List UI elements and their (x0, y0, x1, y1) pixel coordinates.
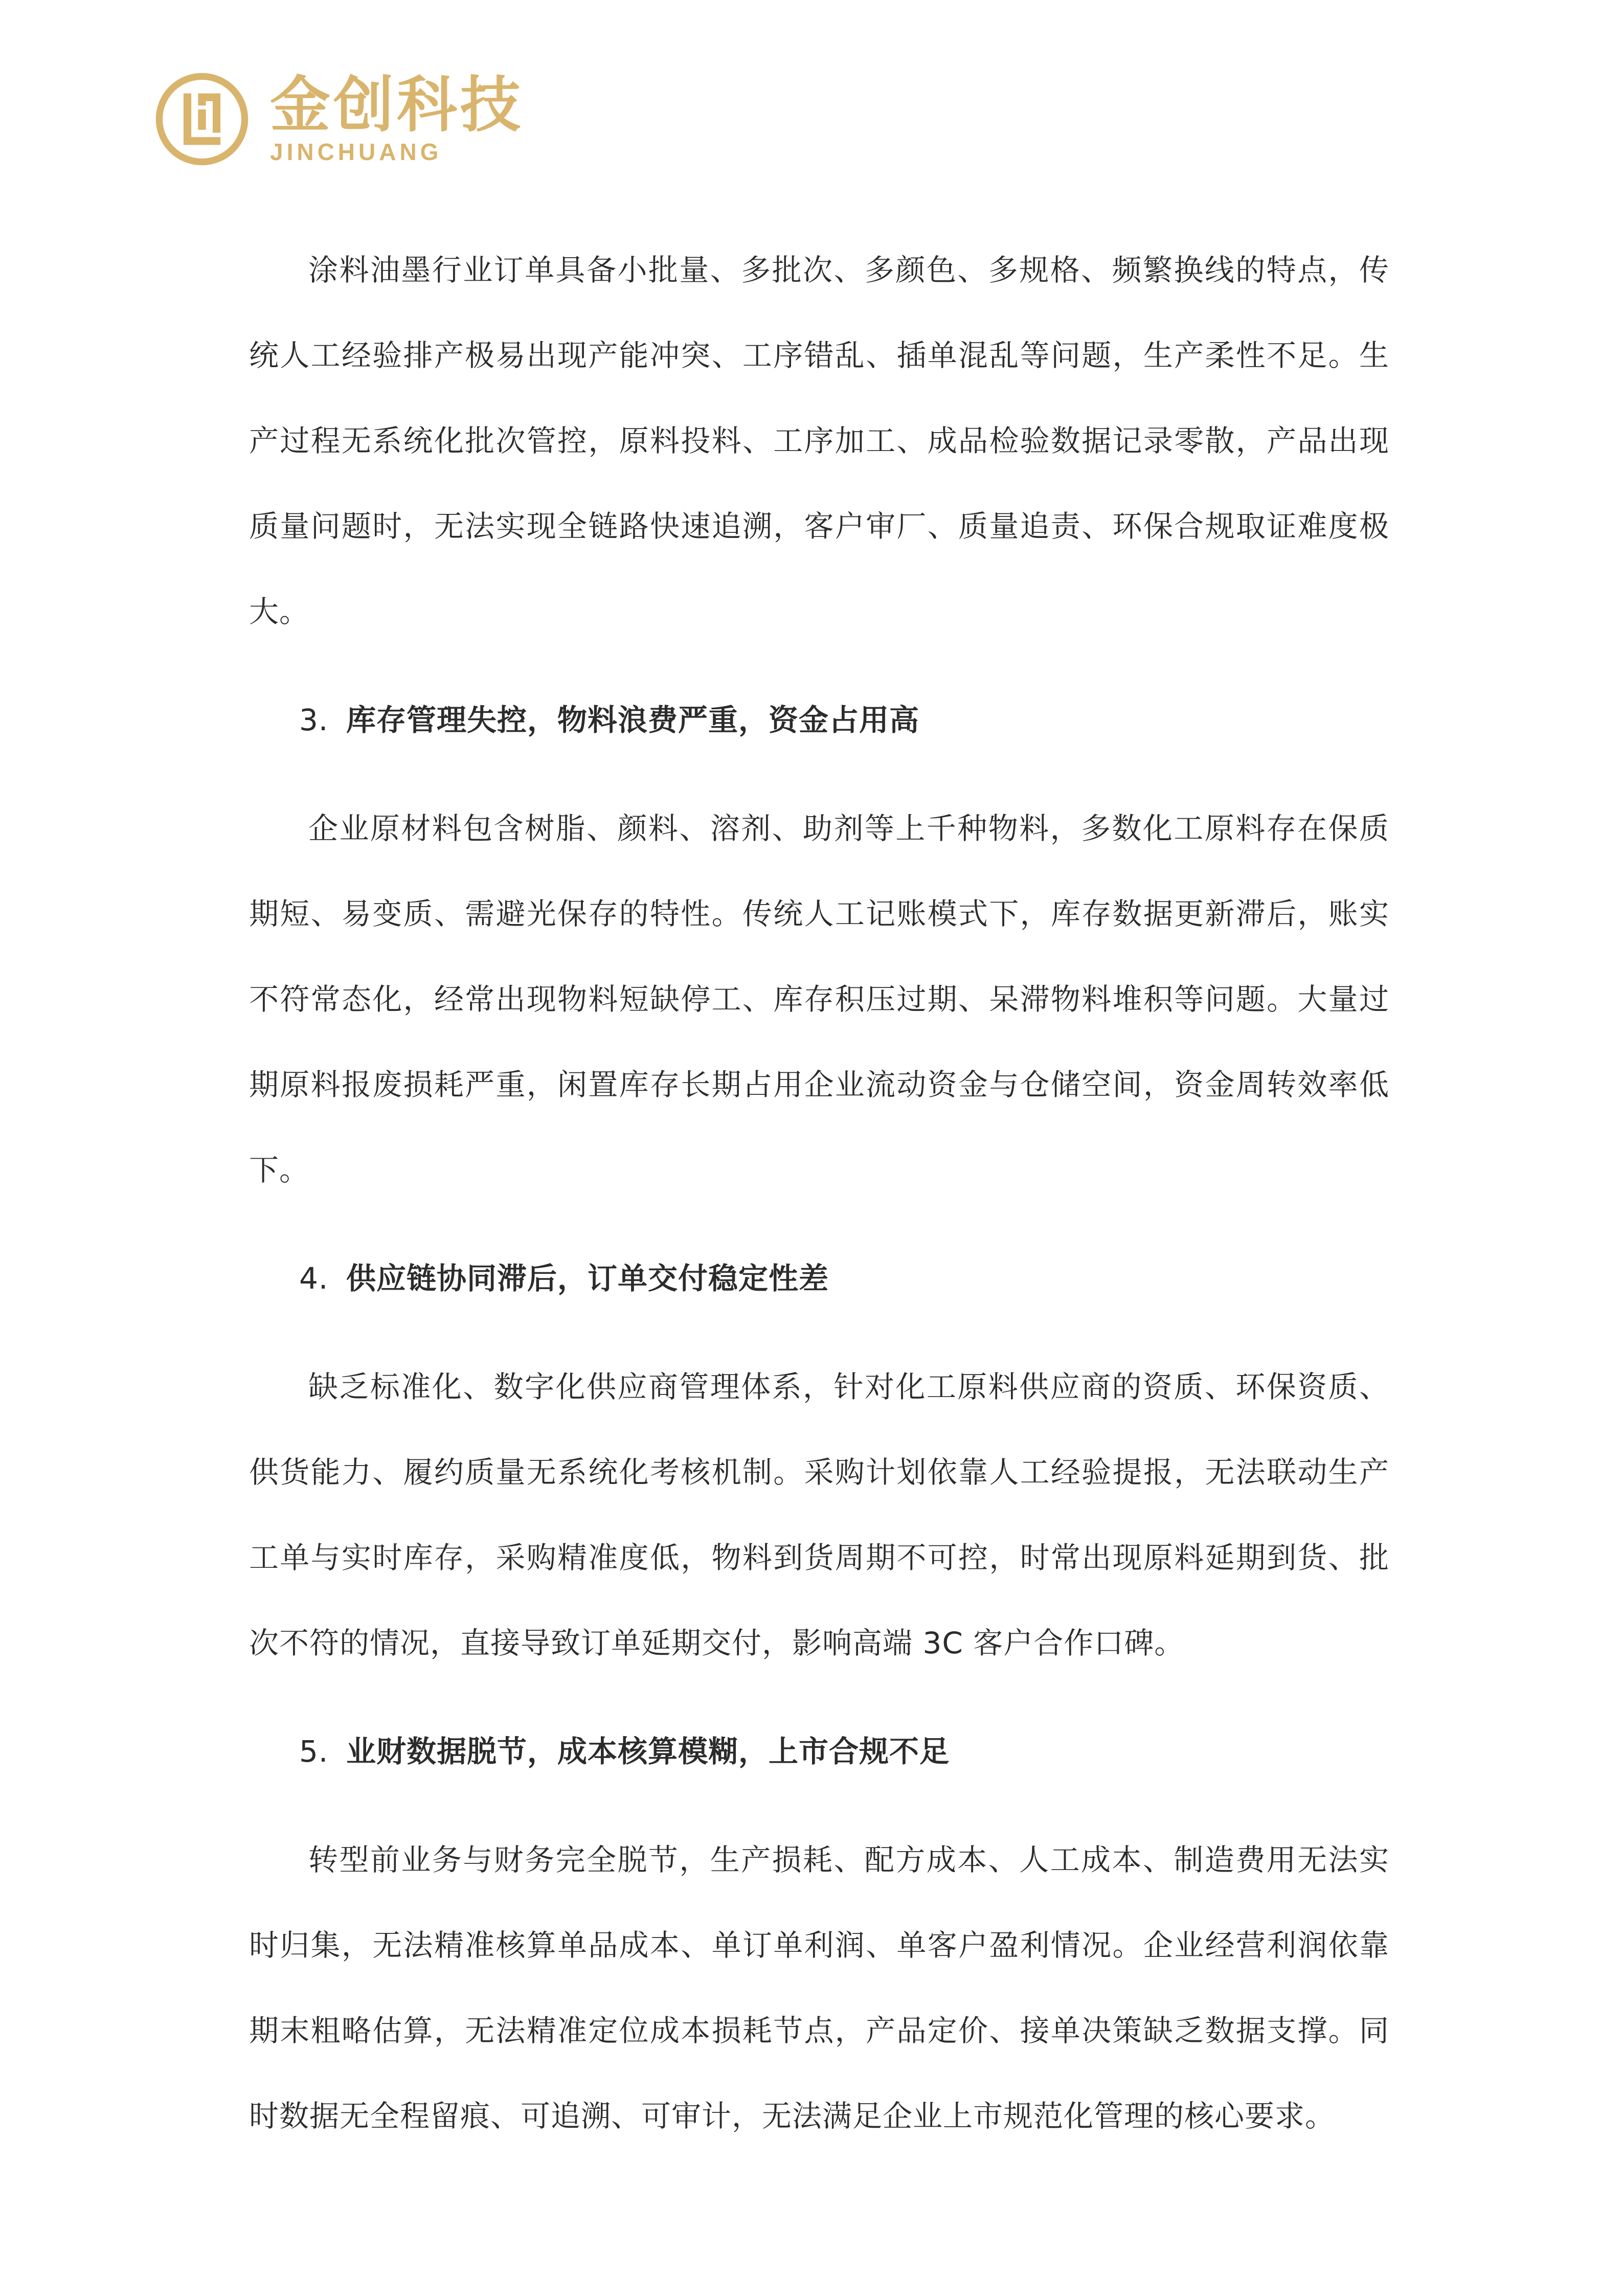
section-number: 4. (299, 1261, 329, 1296)
jinchuang-logo-icon (153, 71, 251, 168)
section-paragraph-5: 转型前业务与财务完全脱节，生产损耗、配方成本、人工成本、制造费用无法实时归集，无法精准核算单品成本、单订单利润、单客户盈利情况。企业经营利润依靠期末粗略估算，无法精准定位成本损耗节点，产品定价、接单决策缺乏数据支撑。同时数据无全程留痕、可追溯、可审计，无法满足企业上市规范化管理的核心要求。 (249, 1842, 1389, 2133)
section-heading-3 (249, 678, 1389, 763)
section-paragraph-3: 企业原材料包含树脂、颜料、溶剂、助剂等上千种物料，多数化工原料存在保质期短、易变质、需避光保存的特性。传统人工记账模式下，库存数据更新滞后，账实不符常态化，经常出现物料短缺停工、库存积压过期、呆滞物料堆积等问题。大量过期原料报废损耗严重，闲置库存长期占用企业流动资金与仓储空间，资金周转效率低下。 (249, 811, 1389, 1187)
company-logo (153, 71, 524, 168)
section-number: 3. (299, 703, 329, 737)
intro-paragraph: 涂料油墨行业订单具备小批量、多批次、多颜色、多规格、频繁换线的特点，传统人工经验排产极易出现产能冲突、工序错乱、插单混乱等问题，生产柔性不足。生产过程无系统化批次管控，原料投料、工序加工、成品检验数据记录零散，产品出现质量问题时，无法实现全链路快速追溯，客户审厂、质量追责、环保合规取证难度极大。 (249, 253, 1389, 629)
logo-chinese-name: 金创科技 (270, 70, 524, 140)
logo-english-name: JINCHUANG (270, 139, 442, 165)
section-heading-4 (249, 1236, 1389, 1321)
section-title: 业财数据脱节，成本核算模糊，上市合规不足 (346, 1734, 950, 1769)
section-number: 5. (299, 1734, 329, 1769)
section-title: 库存管理失控，物料浪费严重，资金占用高 (346, 703, 920, 737)
document-body (249, 228, 1389, 2159)
section-paragraph-4: 缺乏标准化、数字化供应商管理体系，针对化工原料供应商的资质、环保资质、供货能力、履约质量无系统化考核机制。采购计划依靠人工经验提报，无法联动生产工单与实时库存，采购精准度低，物料到货周期不可控，时常出现原料延期到货、批次不符的情况，直接导致订单延期交付，影响高端 3C 客户合作口碑。 (249, 1369, 1389, 1660)
section-title: 供应链协同滞后，订单交付稳定性差 (346, 1261, 829, 1296)
section-heading-5 (249, 1709, 1389, 1794)
